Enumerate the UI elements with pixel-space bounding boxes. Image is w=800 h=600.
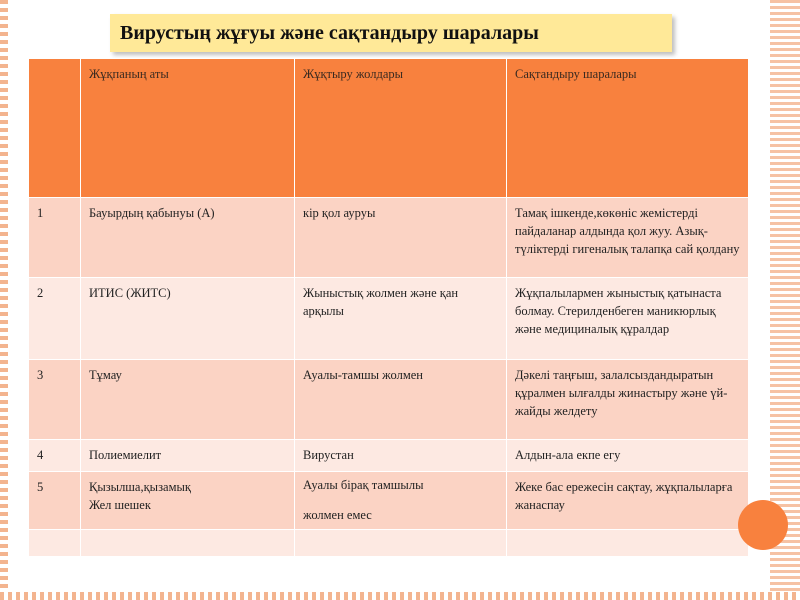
row-number: 5 (29, 472, 81, 530)
decorative-circle (738, 500, 788, 550)
prevention-measures: Алдын-ала екпе егу (507, 440, 749, 472)
transmission-route: Ауалы бірақ тамшылы жолмен емес (295, 472, 507, 530)
prevention-measures: Дәкелі таңғыш, залалсыздандыратын құралмен ылғалды жинастыру және үй-жайды желдету (507, 360, 749, 440)
table-row (29, 198, 749, 278)
header-cell-prevention: Сақтандыру шаралары (507, 59, 749, 198)
prevention-measures: Жұқпалылармен жыныстық қатынаста болмау. Стерилденбеген маникюрлық және медициналық құралдар (507, 278, 749, 360)
transmission-route: Вирустан (295, 440, 507, 472)
prevention-measures: Жеке бас ережесін сақтау, жұқпалыларға жанаспау (507, 472, 749, 530)
header-cell-name: Жұқпаның аты (81, 59, 295, 198)
table-header-row (29, 59, 749, 198)
title-banner (110, 14, 672, 52)
empty-cell (81, 530, 295, 557)
empty-cell (507, 530, 749, 557)
table-row-empty (29, 530, 749, 557)
frame-left-border (0, 0, 8, 600)
disease-name: ИТИС (ЖИТС) (81, 278, 295, 360)
header-cell-route: Жұқтыру жолдары (295, 59, 507, 198)
row-number: 1 (29, 198, 81, 278)
table-row (29, 360, 749, 440)
table-row (29, 472, 749, 530)
infection-table (28, 58, 749, 557)
frame-bottom-border (0, 592, 800, 600)
row-number: 4 (29, 440, 81, 472)
disease-name: Бауырдың қабынуы (А) (81, 198, 295, 278)
header-cell-number (29, 59, 81, 198)
transmission-route: Жыныстық жолмен және қан арқылы (295, 278, 507, 360)
table-row (29, 440, 749, 472)
disease-name: Полиемиелит (81, 440, 295, 472)
empty-cell (295, 530, 507, 557)
transmission-route: кір қол ауруы (295, 198, 507, 278)
transmission-route: Ауалы-тамшы жолмен (295, 360, 507, 440)
row-number: 2 (29, 278, 81, 360)
disease-name: Қызылша,қызамық Жел шешек (81, 472, 295, 530)
disease-name: Тұмау (81, 360, 295, 440)
page-title: Вирустың жұғуы және сақтандыру шаралары (120, 21, 539, 44)
empty-cell (29, 530, 81, 557)
row-number: 3 (29, 360, 81, 440)
prevention-measures: Тамақ ішкенде,көкөніс жемістерді пайдаланар алдында қол жуу. Азық-түліктерді гигеналық талапқа сай қолдану (507, 198, 749, 278)
table-row (29, 278, 749, 360)
